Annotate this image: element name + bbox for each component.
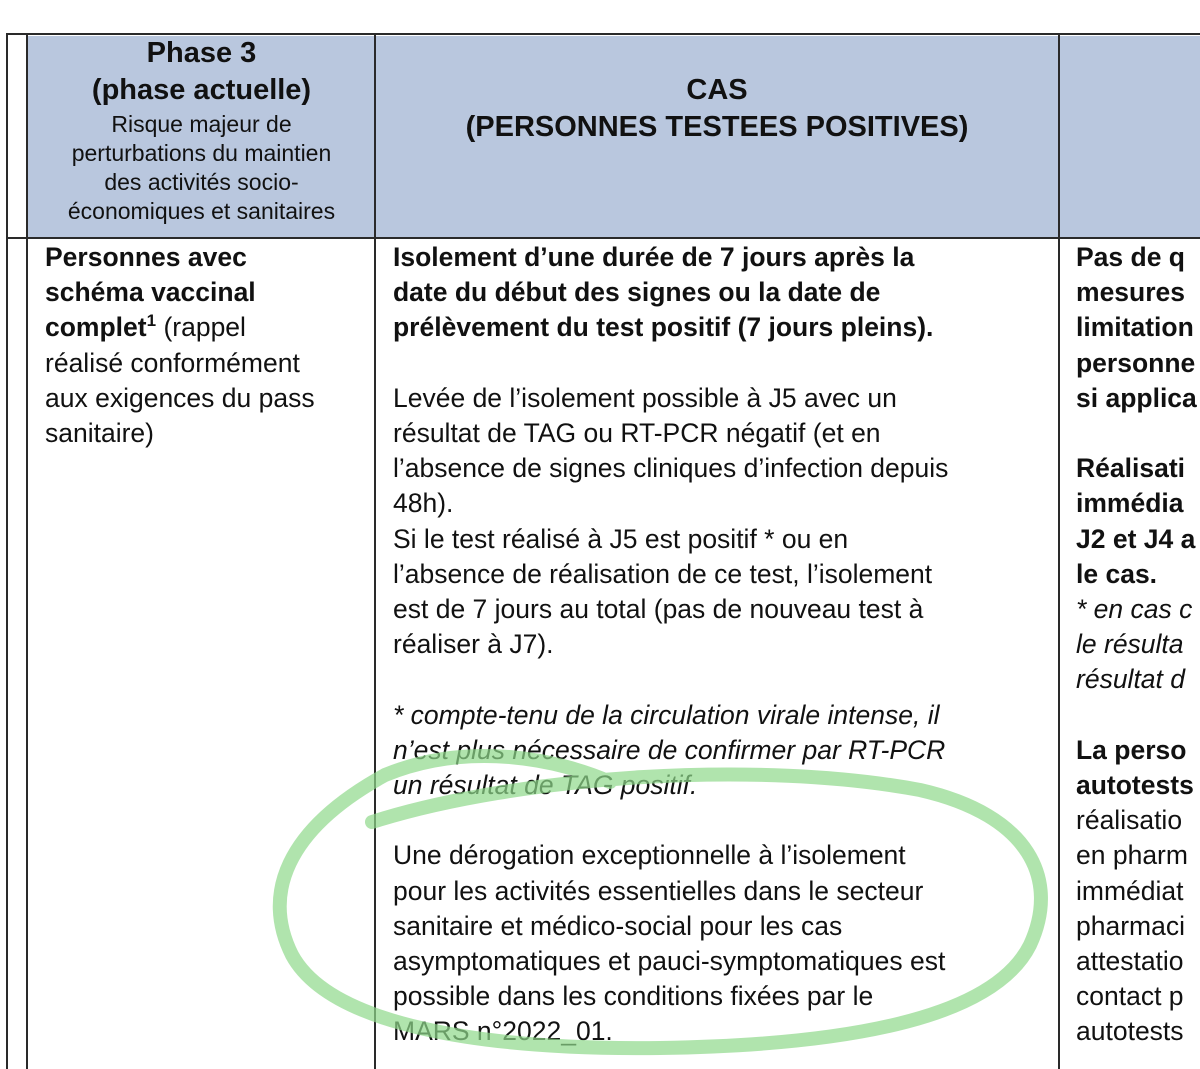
contact-test-line: le cas. xyxy=(1076,558,1158,589)
phase-description-line: des activités socio- xyxy=(104,169,299,195)
contact-autotest-detail-line: contact p xyxy=(1076,981,1184,1012)
lifting-isolation-line: résultat de TAG ou RT-PCR négatif (et en xyxy=(393,418,881,448)
contact-autotest-detail-line: autotests xyxy=(1076,1016,1184,1047)
lifting-isolation-line: l’absence de réalisation de ce test, l’isolement xyxy=(393,558,933,589)
lifting-isolation-line: 48h). xyxy=(393,488,454,519)
derogation-line: sanitaire et médico-social pour les cas xyxy=(393,910,843,941)
lifting-isolation-line: Si le test réalisé à J5 est positif * ou en xyxy=(393,523,849,554)
phase-description-line: perturbations du maintien xyxy=(71,140,332,166)
lifting-isolation-line: réaliser à J7). xyxy=(393,629,554,660)
contact-test-line: J2 et J4 a xyxy=(1076,523,1196,554)
contact-cell xyxy=(1076,240,1200,1050)
cas-title: CAS xyxy=(686,74,748,106)
derogation-line: MARS n°2022_01. xyxy=(393,1016,613,1047)
isolation-rule-line: date du début des signes ou la date de xyxy=(393,277,881,308)
contact-test-line: immédia xyxy=(1076,488,1184,519)
footnote-marker: 1 xyxy=(146,311,157,331)
blank-line xyxy=(393,346,1055,381)
contact-autotest-detail-line: en pharm xyxy=(1076,840,1188,871)
derogation-line: pour les activités essentielles dans le secteur xyxy=(393,875,924,906)
category-cell xyxy=(45,240,370,451)
category-line: aux exigences du pass xyxy=(45,382,315,413)
category-tail: (rappel xyxy=(156,312,246,343)
contact-autotest-detail-line: immédiat xyxy=(1076,875,1184,906)
lifting-isolation-line: est de 7 jours au total (pas de nouveau test à xyxy=(393,594,924,625)
category-line: sanitaire) xyxy=(45,418,154,449)
contact-rule-line: Pas de q xyxy=(1076,242,1185,272)
phase-description-line: Risque majeur de xyxy=(111,111,292,137)
contact-test-line: Réalisati xyxy=(1076,453,1186,484)
derogation-line: Une dérogation exceptionnelle à l’isolement xyxy=(393,840,906,871)
lifting-isolation-line: Levée de l’isolement possible à J5 avec un xyxy=(393,382,897,413)
category-bold-line: schéma vaccinal xyxy=(45,277,256,308)
blank-line xyxy=(393,662,1055,697)
footnote-note-line: un résultat de TAG positif. xyxy=(393,770,698,801)
table-top-border xyxy=(6,33,1200,35)
contact-autotest-detail-line: réalisatio xyxy=(1076,805,1183,836)
contact-rule-line: limitation xyxy=(1076,312,1194,343)
contact-rule-line: mesures xyxy=(1076,277,1186,308)
category-bold-line: Personnes avec xyxy=(45,242,247,272)
header-bottom-border xyxy=(6,237,1200,239)
category-mixed-line xyxy=(45,310,370,345)
isolation-rule-line: prélèvement du test positif (7 jours pleins). xyxy=(393,312,934,343)
contact-autotest-line: autotests xyxy=(1076,770,1194,801)
footnote-note-line: * compte-tenu de la circulation virale intense, il xyxy=(393,699,940,730)
contact-rule-line: si applica xyxy=(1076,382,1197,413)
contact-autotest-detail-line: attestatio xyxy=(1076,946,1184,977)
contact-note-line: résultat d xyxy=(1076,664,1186,695)
footnote-note-line: n’est plus nécessaire de confirmer par RT-PCR xyxy=(393,734,946,765)
contact-rule-line: personne xyxy=(1076,347,1196,378)
contact-autotest-line: La perso xyxy=(1076,734,1187,765)
derogation-line: asymptomatiques et pauci-symptomatiques est xyxy=(393,946,946,977)
derogation-line: possible dans les conditions fixées par le xyxy=(393,981,874,1012)
blank-line xyxy=(393,803,1055,838)
phase-description-line: économiques et sanitaires xyxy=(67,198,336,224)
category-bold-word: complet xyxy=(45,312,147,343)
cas-subtitle: (PERSONNES TESTEES POSITIVES) xyxy=(465,111,969,143)
contact-note-line: le résulta xyxy=(1076,629,1184,660)
phase-title: Phase 3 xyxy=(146,37,257,69)
cas-cell xyxy=(393,240,1055,1050)
blank-line xyxy=(1076,416,1200,451)
contact-autotest-detail-line: pharmaci xyxy=(1076,910,1185,941)
contact-note-line: * en cas c xyxy=(1076,594,1193,625)
lifting-isolation-line: l’absence de signes cliniques d’infection depuis xyxy=(393,453,949,484)
category-line: réalisé conformément xyxy=(45,347,300,378)
column-divider-2 xyxy=(1058,33,1060,1069)
table-outer-left-line xyxy=(6,33,8,1069)
blank-line xyxy=(1076,698,1200,733)
phase-subtitle: (phase actuelle) xyxy=(91,74,312,106)
header-contact-cell xyxy=(1060,36,1200,237)
isolation-rule-line: Isolement d’une durée de 7 jours après la xyxy=(393,242,915,272)
